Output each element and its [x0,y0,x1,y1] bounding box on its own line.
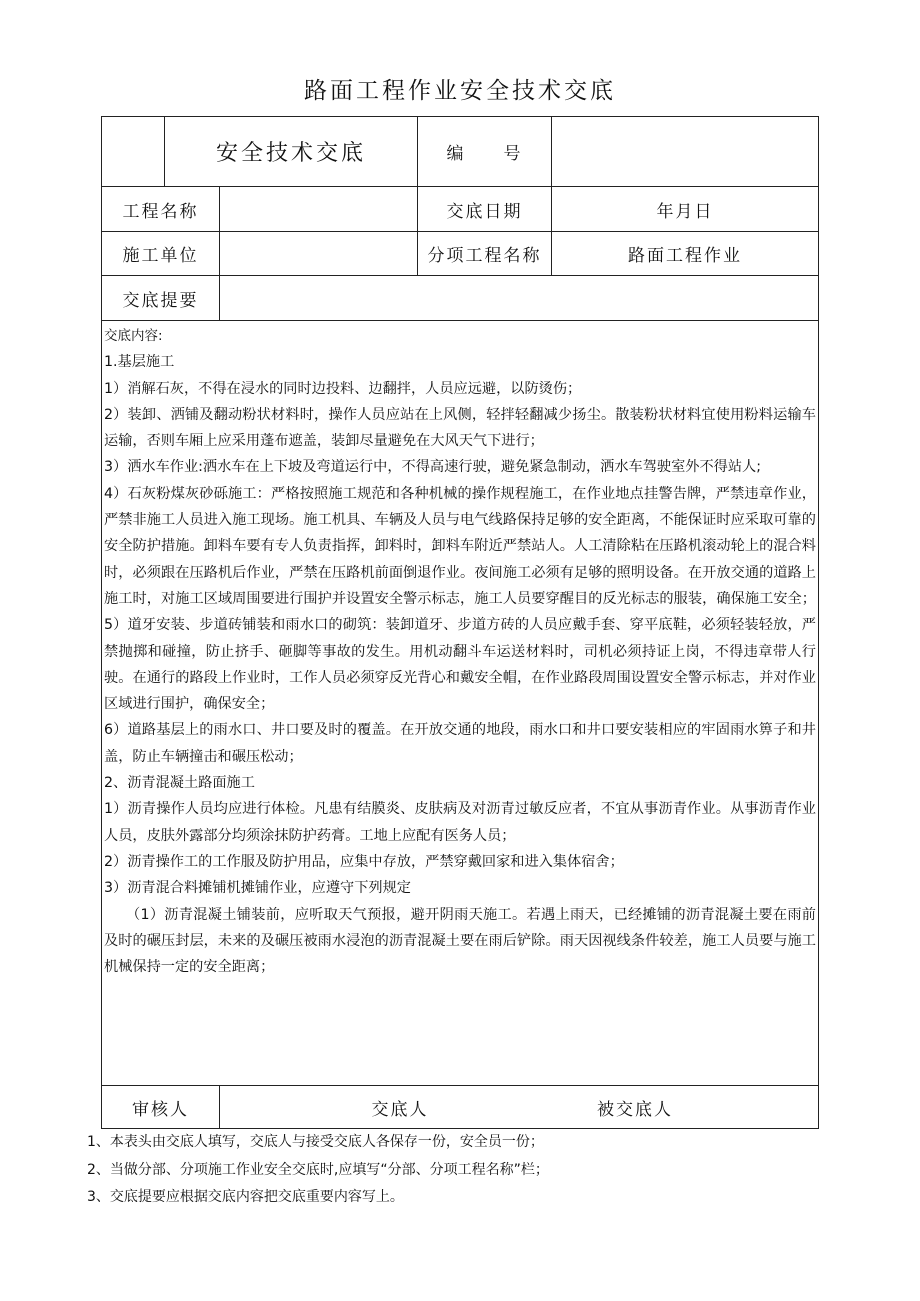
project-name-label: 工程名称 [122,201,199,222]
note-item: 2、当做分部、分项施工作业安全交底时,应填写“分部、分项工程名称”栏； [87,1161,549,1178]
row-divider [101,320,819,321]
form-notes [87,1129,847,1212]
content-paragraph: （1）沥青混凝土铺装前，应听取天气预报，避开阴雨天施工。若遇上雨天，已经摊铺的沥青混凝土要在雨前及时的碾压封层，未来的及碾压被雨水浸泡的沥青混凝土要在雨后铲除。雨天因视线条件较差，施工人员要与施工机械保持一定的安全距离； [104,906,816,976]
note-item: 3、交底提要应根据交底内容把交底重要内容写上。 [87,1189,404,1205]
recipient-label: 被交底人 [597,1099,673,1120]
content-paragraph: 4）石灰粉煤灰砂砾施工：严格按照施工规范和各种机械的操作规程施工，在作业地点挂警告牌，严禁违章作业，严禁非施工人员进入施工现场。施工机具、车辆及人员与电气线路保持足够的安全距离，不能保证时应采取可靠的安全防护措施。卸料车要有专人负责指挥，卸料时，卸料车附近严禁站人。人工清除粘在压路机滚动轮上的混合料时，必须跟在压路机后作业，严禁在压路机前面倒退作业。夜间施工必须有足够的照明设备。在开放交通的道路上施工时，对施工区域周围要进行围护并设置安全警示标志，施工人员要穿醒目的反光标志的服装，确保施工安全；5）道牙安装、步道砖铺装和雨水口的砌筑：装卸道牙、步道方砖的人员应戴手套、穿平底鞋，必须轻装轻放，严禁抛掷和碰撞，防止挤手、砸脚等事故的发生。用机动翻斗车运送材料时，司机必须持证上岗，不得违章带人行驶。在通行的路段上作业时，工作人员必须穿反光背心和戴安全帽，在作业路段周围设置安全警示标志，并对作业区域进行围护，确保安全； [104,485,816,713]
content-paragraph: 1）沥青操作人员均应进行体检。凡患有结膜炎、皮肤病及对沥青过敏反应者，不宜从事沥青作业。从事沥青作业人员，皮肤外露部分均须涂抹防护药膏。工地上应配有医务人员； [104,801,816,844]
discloser-label: 交底人 [371,1099,429,1120]
disclosure-content [102,323,818,980]
content-paragraph: 2）装卸、洒铺及翻动粉状材料时，操作人员应站在上风侧，轻拌轻翻减少扬尘。散装粉状材料宜使用粉料运输车运输，否则车厢上应采用蓬布遮盖，装卸尽量避免在大风天气下进行； [104,406,816,450]
unit-label: 施工单位 [122,246,199,266]
content-heading: 交底内容: [104,328,163,344]
summary-label: 交底提要 [122,290,199,311]
content-paragraph: 3）沥青混合料摊铺机摊铺作业，应遵守下列规定 [104,880,411,897]
note-item: 1、本表头由交底人填写，交底人与接受交底人各保存一份，安全员一份； [87,1134,544,1150]
reviewer-label: 审核人 [132,1099,189,1120]
form-title: 安全技术交底 [215,141,366,166]
content-paragraph: 3）洒水车作业:洒水车在上下坡及弯道运行中，不得高速行驶，避免紧急制动，洒水车驾驶室外不得站人; [104,459,762,476]
unit-value[interactable] [220,232,417,275]
number-value[interactable] [552,117,818,186]
content-paragraph: 1）消解石灰，不得在浸水的同时边投料、边翻拌，人员应远避，以防烫伤； [104,380,582,397]
content-paragraph: 6）道路基层上的雨水口、井口要及时的覆盖。在开放交通的地段，雨水口和井口要安装相应的牢固雨水箅子和井盖，防止车辆撞击和碾压松动； [104,722,816,765]
sub-project-value[interactable]: 路面工程作业 [628,246,742,266]
sub-project-label: 分项工程名称 [427,246,542,266]
column-divider [219,1085,220,1129]
date-label: 交底日期 [446,201,523,222]
date-value[interactable]: 年月日 [656,201,714,222]
content-paragraph: 1.基层施工 [104,354,175,371]
document-title: 路面工程作业安全技术交底 [304,78,616,104]
content-paragraph: 2）沥青操作工的工作服及防护用品，应集中存放，严禁穿戴回家和进入集体宿舍； [104,853,624,870]
number-label: 编 号 [446,144,523,164]
content-paragraph: 2、沥青混凝土路面施工 [104,775,255,792]
project-name-value[interactable] [220,187,417,231]
summary-value[interactable] [220,276,818,320]
